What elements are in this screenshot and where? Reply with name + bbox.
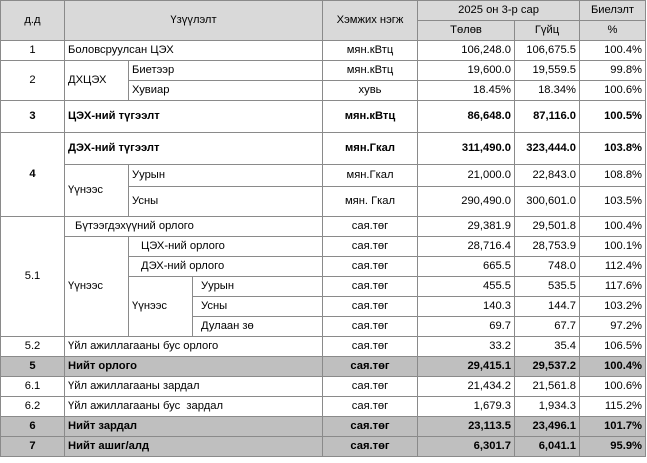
row-plan: 29,415.1 xyxy=(418,357,515,377)
row-number: 2 xyxy=(1,61,65,101)
table-row xyxy=(1,437,646,457)
row-actual: 28,753.9 xyxy=(515,237,580,257)
header-fulfillment: Биелэлт xyxy=(580,1,646,21)
row-actual: 21,561.8 xyxy=(515,377,580,397)
row-actual: 535.5 xyxy=(515,277,580,297)
row-unit: сая.төг xyxy=(323,357,418,377)
row-plan: 290,490.0 xyxy=(418,187,515,217)
row-percent: 95.9% xyxy=(580,437,646,457)
row-actual: 67.7 xyxy=(515,317,580,337)
row-percent: 108.8% xyxy=(580,165,646,187)
row-plan: 86,648.0 xyxy=(418,101,515,133)
row-label: Дулаан зө xyxy=(193,317,323,337)
row-label: Хувиар xyxy=(129,81,323,101)
header-actual: Гүйц xyxy=(515,21,580,41)
table-row xyxy=(1,61,646,81)
group-label: ДХЦЭХ xyxy=(65,61,129,101)
group-label: Үүнээс xyxy=(65,165,129,217)
row-number: 6 xyxy=(1,417,65,437)
row-plan: 6,301.7 xyxy=(418,437,515,457)
table-row xyxy=(1,237,646,257)
row-actual: 35.4 xyxy=(515,337,580,357)
row-label: Нийт зардал xyxy=(65,417,323,437)
row-plan: 106,248.0 xyxy=(418,41,515,61)
row-unit: мян.кВтц xyxy=(323,41,418,61)
row-actual: 144.7 xyxy=(515,297,580,317)
table-row xyxy=(1,133,646,165)
table-row xyxy=(1,101,646,133)
row-percent: 100.6% xyxy=(580,81,646,101)
row-label: Усны xyxy=(193,297,323,317)
row-unit: хувь xyxy=(323,81,418,101)
table-row xyxy=(1,397,646,417)
header-percent: % xyxy=(580,21,646,41)
row-percent: 103.8% xyxy=(580,133,646,165)
row-percent: 115.2% xyxy=(580,397,646,417)
row-unit: мян.Гкал xyxy=(323,133,418,165)
row-unit: мян.Гкал xyxy=(323,165,418,187)
row-actual: 300,601.0 xyxy=(515,187,580,217)
row-number: 6.2 xyxy=(1,397,65,417)
row-unit: сая.төг xyxy=(323,317,418,337)
row-percent: 100.5% xyxy=(580,101,646,133)
row-plan: 23,113.5 xyxy=(418,417,515,437)
row-label: Нийт ашиг/алд xyxy=(65,437,323,457)
row-plan: 18.45% xyxy=(418,81,515,101)
row-unit: сая.төг xyxy=(323,277,418,297)
row-percent: 100.4% xyxy=(580,357,646,377)
row-unit: сая.төг xyxy=(323,257,418,277)
row-unit: сая.төг xyxy=(323,337,418,357)
row-number: 3 xyxy=(1,101,65,133)
row-plan: 665.5 xyxy=(418,257,515,277)
row-unit: сая.төг xyxy=(323,377,418,397)
row-percent: 106.5% xyxy=(580,337,646,357)
row-unit: мян.кВтц xyxy=(323,61,418,81)
row-actual: 106,675.5 xyxy=(515,41,580,61)
row-unit: сая.төг xyxy=(323,217,418,237)
row-label: ДЭХ-ний орлого xyxy=(129,257,323,277)
table-row xyxy=(1,417,646,437)
row-label: Уурын xyxy=(129,165,323,187)
row-plan: 1,679.3 xyxy=(418,397,515,417)
header-plan: Төлөв xyxy=(418,21,515,41)
row-percent: 100.1% xyxy=(580,237,646,257)
row-unit: сая.төг xyxy=(323,437,418,457)
row-label: Үйл ажиллагааны бус зардал xyxy=(65,397,323,417)
row-label: Биетээр xyxy=(129,61,323,81)
row-plan: 311,490.0 xyxy=(418,133,515,165)
row-unit: сая.төг xyxy=(323,417,418,437)
row-actual: 18.34% xyxy=(515,81,580,101)
row-actual: 87,116.0 xyxy=(515,101,580,133)
row-label: Боловсруулсан ЦЭХ xyxy=(65,41,323,61)
row-percent: 100.6% xyxy=(580,377,646,397)
table-row xyxy=(1,337,646,357)
row-unit: мян. Гкал xyxy=(323,187,418,217)
group-label: Үүнээс xyxy=(65,237,129,337)
row-actual: 22,843.0 xyxy=(515,165,580,187)
row-percent: 99.8% xyxy=(580,61,646,81)
row-percent: 103.2% xyxy=(580,297,646,317)
row-plan: 69.7 xyxy=(418,317,515,337)
row-plan: 33.2 xyxy=(418,337,515,357)
row-label: Үйл ажиллагааны бус орлого xyxy=(65,337,323,357)
row-plan: 140.3 xyxy=(418,297,515,317)
table-row xyxy=(1,217,646,237)
row-plan: 455.5 xyxy=(418,277,515,297)
row-number: 5.2 xyxy=(1,337,65,357)
row-label: ДЭХ-ний түгээлт xyxy=(65,133,323,165)
row-plan: 21,000.0 xyxy=(418,165,515,187)
header-unit: Хэмжих нэгж xyxy=(323,1,418,41)
row-label: Нийт орлого xyxy=(65,357,323,377)
row-plan: 29,381.9 xyxy=(418,217,515,237)
row-percent: 103.5% xyxy=(580,187,646,217)
row-label: ЦЭХ-ний орлого xyxy=(129,237,323,257)
row-percent: 101.7% xyxy=(580,417,646,437)
row-number: 7 xyxy=(1,437,65,457)
row-label: Бүтээгдэхүүний орлого xyxy=(65,217,323,237)
row-percent: 112.4% xyxy=(580,257,646,277)
header-indicator: Үзүүлэлт xyxy=(65,1,323,41)
row-label: ЦЭХ-ний түгээлт xyxy=(65,101,323,133)
row-label: Уурын xyxy=(193,277,323,297)
row-actual: 29,501.8 xyxy=(515,217,580,237)
row-percent: 97.2% xyxy=(580,317,646,337)
header-dd: д.д xyxy=(1,1,65,41)
table-row xyxy=(1,165,646,187)
row-percent: 100.4% xyxy=(580,41,646,61)
row-label: Үйл ажиллагааны зардал xyxy=(65,377,323,397)
row-label: Усны xyxy=(129,187,323,217)
header-period-cell: 2025 он 3-р сар xyxy=(418,1,580,21)
row-number: 4 xyxy=(1,133,65,217)
table-row xyxy=(1,357,646,377)
row-actual: 19,559.5 xyxy=(515,61,580,81)
row-number: 5.1 xyxy=(1,217,65,337)
table-row xyxy=(1,377,646,397)
row-actual: 29,537.2 xyxy=(515,357,580,377)
row-actual: 323,444.0 xyxy=(515,133,580,165)
row-plan: 21,434.2 xyxy=(418,377,515,397)
row-unit: сая.төг xyxy=(323,297,418,317)
row-unit: сая.төг xyxy=(323,397,418,417)
table-row xyxy=(1,41,646,61)
row-unit: мян.кВтц xyxy=(323,101,418,133)
row-unit: сая.төг xyxy=(323,237,418,257)
row-plan: 28,716.4 xyxy=(418,237,515,257)
group-label: Үүнээс xyxy=(129,277,193,337)
row-number: 5 xyxy=(1,357,65,377)
row-actual: 1,934.3 xyxy=(515,397,580,417)
row-plan: 19,600.0 xyxy=(418,61,515,81)
row-percent: 117.6% xyxy=(580,277,646,297)
row-number: 1 xyxy=(1,41,65,61)
row-actual: 748.0 xyxy=(515,257,580,277)
row-number: 6.1 xyxy=(1,377,65,397)
row-actual: 23,496.1 xyxy=(515,417,580,437)
row-actual: 6,041.1 xyxy=(515,437,580,457)
row-percent: 100.4% xyxy=(580,217,646,237)
